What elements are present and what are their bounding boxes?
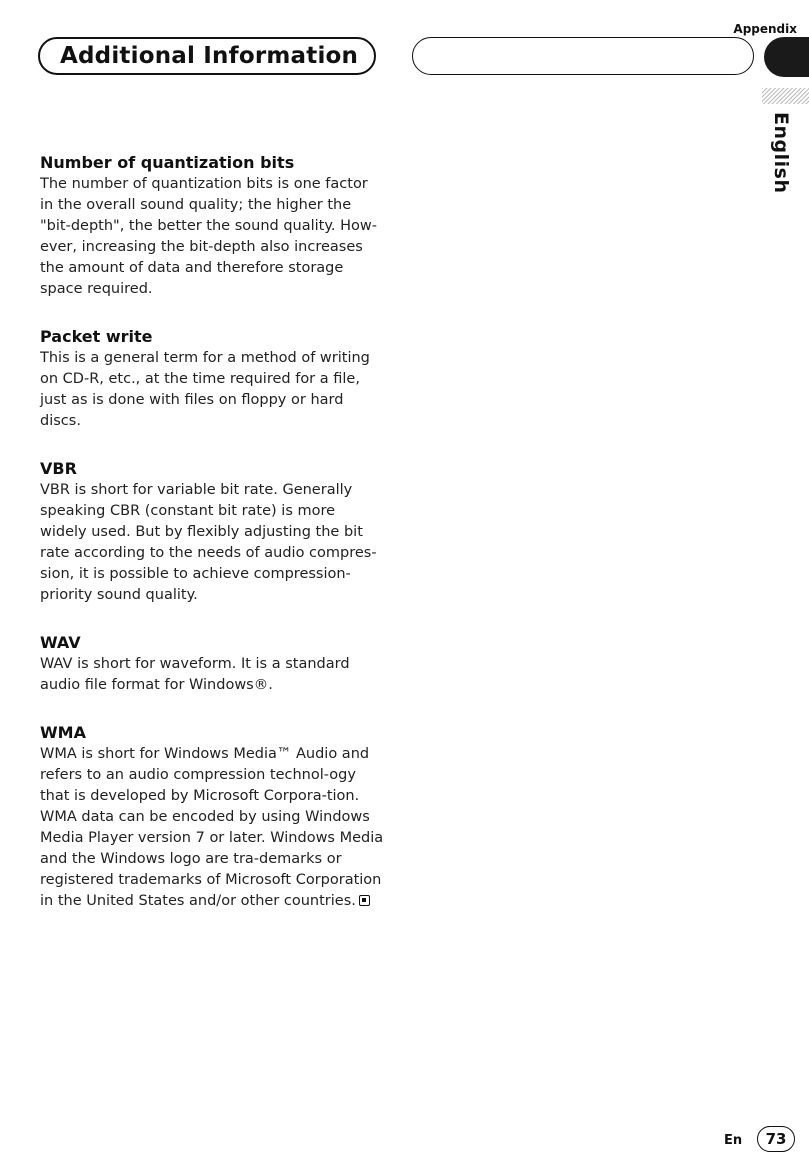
section-title-pill xyxy=(38,37,376,75)
glossary-term: VBR xyxy=(40,459,77,478)
section-tab-marker xyxy=(764,37,809,77)
glossary-definition-text: WMA is short for Windows Media™ Audio and refers to an audio compression technol-ogy that is developed by Microsoft Corpora-tion. WMA data can be encoded by using Windows Media Player version 7 or later. Windows Media and the Windows logo are tra-demarks or registered trademarks of Microsoft Corporation in the United States and/or other countries. xyxy=(40,746,384,909)
empty-header-pill xyxy=(412,37,754,75)
glossary-term: Number of quantization bits xyxy=(40,153,295,172)
glossary-content xyxy=(40,152,385,938)
footer-language-code: En xyxy=(724,1133,743,1148)
glossary-term: Packet write xyxy=(40,327,153,346)
glossary-entry-wma xyxy=(40,722,385,912)
glossary-term: WAV xyxy=(40,633,81,652)
page-title: Additional Information xyxy=(60,43,359,69)
glossary-definition xyxy=(40,744,385,912)
glossary-definition: WAV is short for waveform. It is a standard audio file format for Windows®. xyxy=(40,656,350,693)
glossary-definition: This is a general term for a method of writing on CD-R, etc., at the time required for a file, just as is done with files on floppy or hard discs. xyxy=(40,350,370,429)
glossary-entry-vbr xyxy=(40,458,385,606)
appendix-label: Appendix xyxy=(733,22,797,36)
glossary-term: WMA xyxy=(40,723,86,742)
end-of-section-icon xyxy=(359,895,370,906)
language-label: English xyxy=(770,112,792,194)
glossary-entry-packet-write xyxy=(40,326,385,432)
glossary-entry-wav xyxy=(40,632,385,696)
glossary-entry-quantization-bits xyxy=(40,152,385,300)
page-number: 73 xyxy=(757,1126,795,1152)
language-tab-band xyxy=(762,88,809,104)
glossary-definition: The number of quantization bits is one factor in the overall sound quality; the higher the "bit-depth", the better the sound quality. How-ever, increasing the bit-depth also increases the amount of data and therefore storage space required. xyxy=(40,176,377,297)
glossary-definition: VBR is short for variable bit rate. Generally speaking CBR (constant bit rate) is more widely used. But by flexibly adjusting the bit rate according to the needs of audio compres-sion, it is possible to achieve compression-priority sound quality. xyxy=(40,482,377,603)
